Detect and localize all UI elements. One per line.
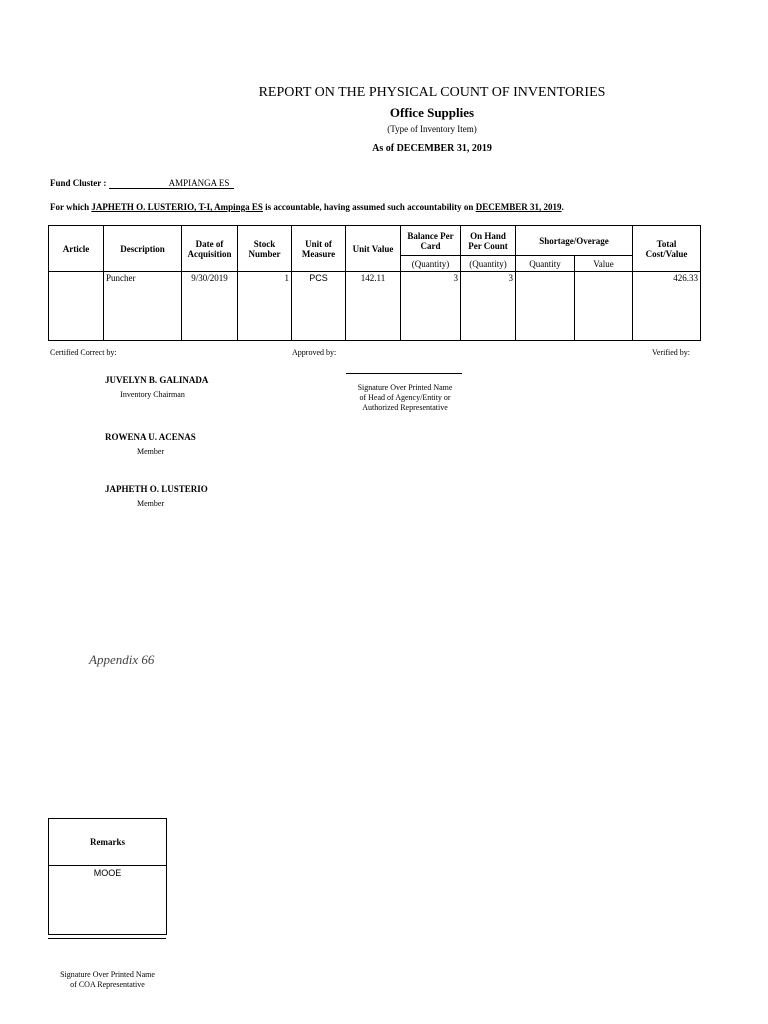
subheader-shortage-qty: Quantity	[516, 256, 575, 272]
committee-name-3: JAPHETH O. LUSTERIO	[105, 484, 208, 494]
cell-total: 426.33	[633, 272, 701, 341]
header-article: Article	[49, 226, 104, 272]
type-note: (Type of Inventory Item)	[387, 124, 477, 134]
header-unit-value: Unit Value	[346, 226, 401, 272]
coa-sig-line-1: Signature Over Printed Name	[60, 970, 155, 979]
head-sig-line-1: Signature Over Printed Name	[357, 383, 453, 392]
accountability-date: DECEMBER 31, 2019	[475, 202, 562, 212]
cell-unit-measure: PCS	[292, 272, 346, 341]
committee-role-1: Inventory Chairman	[120, 390, 185, 399]
coa-signature-line	[48, 938, 166, 939]
fund-cluster-label: Fund Cluster :	[50, 178, 107, 188]
committee-name-1: JUVELYN B. GALINADA	[105, 375, 209, 385]
header-shortage-overage: Shortage/Overage	[516, 226, 633, 256]
certified-correct-label: Certified Correct by:	[50, 348, 117, 357]
coa-sig-line-2: of COA Representative	[70, 980, 145, 989]
head-signature-caption	[325, 383, 485, 413]
inventory-table	[48, 225, 701, 341]
approved-by-label: Approved by:	[292, 348, 337, 357]
cell-shortage-value	[575, 272, 633, 341]
remarks-box	[48, 818, 167, 935]
accountability-middle: is accountable, having assumed such accountability on	[265, 202, 474, 212]
head-signature-line	[346, 373, 462, 374]
cell-unit-value: 142.11	[346, 272, 401, 341]
as-of-date: As of DECEMBER 31, 2019	[372, 143, 492, 154]
fund-cluster-row	[50, 178, 234, 189]
subheader-shortage-value: Value	[575, 256, 633, 272]
verified-by-label: Verified by:	[652, 348, 690, 357]
remarks-header: Remarks	[49, 819, 166, 866]
subheader-balance-qty: (Quantity)	[401, 256, 461, 272]
committee-role-2: Member	[137, 447, 165, 456]
head-sig-line-2: of Head of Agency/Entity or	[359, 393, 451, 402]
header-stock-number: Stock Number	[238, 226, 292, 272]
committee-role-3: Member	[137, 499, 165, 508]
accountable-person: JAPHETH O. LUSTERIO, T-I, Ampinga ES	[91, 202, 263, 212]
cell-shortage-qty	[516, 272, 575, 341]
header-on-hand-per-count: On Hand Per Count	[461, 226, 516, 256]
appendix-label: Appendix 66	[89, 652, 155, 667]
cell-article	[49, 272, 104, 341]
header-date-acquisition: Date of Acquisition	[182, 226, 238, 272]
coa-signature-caption	[40, 970, 175, 990]
cell-description: Puncher	[104, 272, 182, 341]
committee-name-2: ROWENA U. ACENAS	[105, 432, 196, 442]
report-title: REPORT ON THE PHYSICAL COUNT OF INVENTORIES	[258, 85, 606, 100]
cell-stock-number: 1	[238, 272, 292, 341]
accountability-end: .	[561, 202, 564, 212]
fund-cluster-value: AMPIANGA ES	[109, 178, 235, 189]
accountability-statement	[50, 202, 564, 212]
cell-on-hand: 3	[461, 272, 516, 341]
head-sig-line-3: Authorized Representative	[362, 403, 448, 412]
remarks-value: MOOE	[93, 868, 122, 878]
header-unit-measure: Unit of Measure	[292, 226, 346, 272]
header-balance-per-card: Balance Per Card	[401, 226, 461, 256]
cell-balance: 3	[401, 272, 461, 341]
header-description: Description	[104, 226, 182, 272]
inventory-type: Office Supplies	[389, 105, 475, 120]
table-row	[49, 272, 701, 341]
header-total-cost: Total Cost/Value	[633, 226, 701, 272]
accountability-prefix: For which	[50, 202, 90, 212]
cell-date-acquisition: 9/30/2019	[182, 272, 238, 341]
subheader-onhand-qty: (Quantity)	[461, 256, 516, 272]
